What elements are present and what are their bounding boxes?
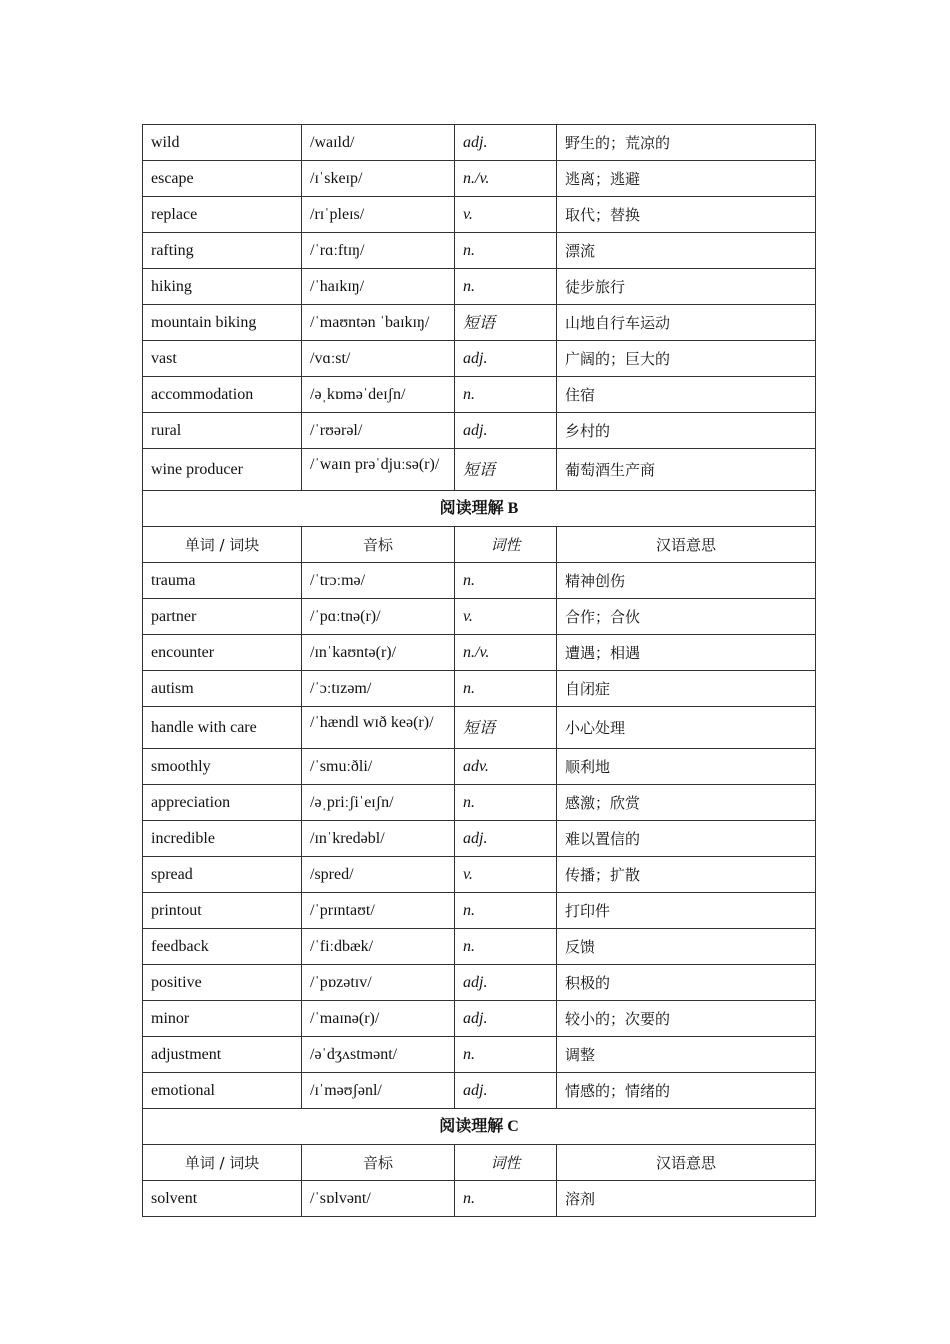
phonetic-cell: /ɪˈməʊʃənl/: [302, 1073, 455, 1109]
word-cell: minor: [143, 1001, 302, 1037]
phonetic-cell: /ˈprɪntaʊt/: [302, 893, 455, 929]
part-of-speech-cell: n.: [455, 671, 557, 707]
part-of-speech-cell: v.: [455, 197, 557, 233]
section-title-text: 阅读理解 B: [439, 499, 519, 517]
phonetic-cell: /vɑːst/: [302, 341, 455, 377]
meaning-cell: 较小的；次要的: [557, 1001, 816, 1037]
table-row: [143, 893, 816, 929]
word-cell: escape: [143, 161, 302, 197]
meaning-cell: 徒步旅行: [557, 269, 816, 305]
section-title-text: 阅读理解 C: [439, 1117, 519, 1135]
meaning-cell: 合作；合伙: [557, 599, 816, 635]
part-of-speech-cell: n./v.: [455, 161, 557, 197]
part-of-speech-cell: v.: [455, 599, 557, 635]
meaning-cell: 住宿: [557, 377, 816, 413]
part-of-speech-cell: adj.: [455, 821, 557, 857]
table-row: [143, 377, 816, 413]
part-of-speech-cell: adj.: [455, 1073, 557, 1109]
vocabulary-table-body: [143, 125, 816, 1217]
part-of-speech-cell: n./v.: [455, 635, 557, 671]
meaning-cell: 小心处理: [557, 707, 816, 749]
part-of-speech-cell: 短语: [455, 707, 557, 749]
part-of-speech-cell: adv.: [455, 749, 557, 785]
phonetic-cell: /ˈmaʊntən ˈbaɪkɪŋ/: [302, 305, 455, 341]
phonetic-cell: /əˌpriːʃiˈeɪʃn/: [302, 785, 455, 821]
table-row: [143, 1181, 816, 1217]
meaning-cell: 精神创伤: [557, 563, 816, 599]
section-title-row: [143, 491, 816, 527]
word-cell: adjustment: [143, 1037, 302, 1073]
word-cell: solvent: [143, 1181, 302, 1217]
meaning-cell: 山地自行车运动: [557, 305, 816, 341]
word-cell: rafting: [143, 233, 302, 269]
part-of-speech-cell: n.: [455, 929, 557, 965]
phonetic-cell: /ˈsɒlvənt/: [302, 1181, 455, 1217]
word-cell: feedback: [143, 929, 302, 965]
table-row: [143, 599, 816, 635]
word-cell: emotional: [143, 1073, 302, 1109]
part-of-speech-cell: adj.: [455, 341, 557, 377]
column-header-row: [143, 1145, 816, 1181]
phonetic-cell: /spred/: [302, 857, 455, 893]
phonetic-cell: /əˌkɒməˈdeɪʃn/: [302, 377, 455, 413]
table-row: [143, 1073, 816, 1109]
table-row: [143, 821, 816, 857]
part-of-speech-cell: adj.: [455, 1001, 557, 1037]
part-of-speech-cell: n.: [455, 785, 557, 821]
phonetic-cell: /ˈrʊərəl/: [302, 413, 455, 449]
table-row: [143, 161, 816, 197]
section-title: [143, 491, 816, 527]
section-title: [143, 1109, 816, 1145]
table-row: [143, 785, 816, 821]
word-cell: encounter: [143, 635, 302, 671]
part-of-speech-cell: n.: [455, 1181, 557, 1217]
part-of-speech-cell: adj.: [455, 413, 557, 449]
phonetic-cell: /ɪˈskeɪp/: [302, 161, 455, 197]
phonetic-cell: /waɪld/: [302, 125, 455, 161]
header-part-of-speech: 词性: [455, 527, 557, 563]
part-of-speech-cell: n.: [455, 377, 557, 413]
meaning-cell: 逃离；逃避: [557, 161, 816, 197]
phonetic-cell: /ɪnˈkredəbl/: [302, 821, 455, 857]
meaning-cell: 自闭症: [557, 671, 816, 707]
phonetic-cell: /ɪnˈkaʊntə(r)/: [302, 635, 455, 671]
meaning-cell: 难以置信的: [557, 821, 816, 857]
meaning-cell: 反馈: [557, 929, 816, 965]
header-word: 单词 / 词块: [143, 1145, 302, 1181]
table-row: [143, 929, 816, 965]
table-row: [143, 197, 816, 233]
part-of-speech-cell: adj.: [455, 125, 557, 161]
part-of-speech-cell: n.: [455, 269, 557, 305]
phonetic-cell: /ˈwaɪn prəˈdjuːsə(r)/: [302, 449, 455, 491]
word-cell: autism: [143, 671, 302, 707]
word-cell: printout: [143, 893, 302, 929]
header-phonetic: 音标: [302, 1145, 455, 1181]
part-of-speech-cell: n.: [455, 233, 557, 269]
meaning-cell: 情感的；情绪的: [557, 1073, 816, 1109]
table-row: [143, 413, 816, 449]
meaning-cell: 乡村的: [557, 413, 816, 449]
word-cell: appreciation: [143, 785, 302, 821]
word-cell: incredible: [143, 821, 302, 857]
table-row: [143, 1001, 816, 1037]
part-of-speech-cell: n.: [455, 563, 557, 599]
table-row: [143, 563, 816, 599]
meaning-cell: 漂流: [557, 233, 816, 269]
phonetic-cell: /rɪˈpleɪs/: [302, 197, 455, 233]
phonetic-cell: /ˈhændl wɪð keə(r)/: [302, 707, 455, 749]
meaning-cell: 溶剂: [557, 1181, 816, 1217]
word-cell: hiking: [143, 269, 302, 305]
word-cell: spread: [143, 857, 302, 893]
header-meaning: 汉语意思: [557, 527, 816, 563]
phonetic-cell: /ˈpɑːtnə(r)/: [302, 599, 455, 635]
meaning-cell: 打印件: [557, 893, 816, 929]
word-cell: wild: [143, 125, 302, 161]
phonetic-cell: /ˈmaɪnə(r)/: [302, 1001, 455, 1037]
header-phonetic: 音标: [302, 527, 455, 563]
phonetic-cell: /ˈrɑːftɪŋ/: [302, 233, 455, 269]
table-row: [143, 749, 816, 785]
table-row: [143, 707, 816, 749]
table-row: [143, 269, 816, 305]
table-row: [143, 125, 816, 161]
word-cell: handle with care: [143, 707, 302, 749]
table-row: [143, 341, 816, 377]
header-meaning: 汉语意思: [557, 1145, 816, 1181]
vocabulary-table: [142, 124, 816, 1217]
meaning-cell: 广阔的；巨大的: [557, 341, 816, 377]
table-row: [143, 449, 816, 491]
part-of-speech-cell: v.: [455, 857, 557, 893]
word-cell: partner: [143, 599, 302, 635]
word-cell: accommodation: [143, 377, 302, 413]
meaning-cell: 调整: [557, 1037, 816, 1073]
part-of-speech-cell: 短语: [455, 305, 557, 341]
word-cell: rural: [143, 413, 302, 449]
meaning-cell: 取代；替换: [557, 197, 816, 233]
meaning-cell: 野生的；荒凉的: [557, 125, 816, 161]
word-cell: vast: [143, 341, 302, 377]
table-row: [143, 233, 816, 269]
phonetic-cell: /əˈdʒʌstmənt/: [302, 1037, 455, 1073]
part-of-speech-cell: 短语: [455, 449, 557, 491]
word-cell: positive: [143, 965, 302, 1001]
word-cell: trauma: [143, 563, 302, 599]
header-word: 单词 / 词块: [143, 527, 302, 563]
phonetic-cell: /ˈpɒzətɪv/: [302, 965, 455, 1001]
column-header-row: [143, 527, 816, 563]
table-row: [143, 671, 816, 707]
table-row: [143, 305, 816, 341]
meaning-cell: 感激；欣赏: [557, 785, 816, 821]
meaning-cell: 积极的: [557, 965, 816, 1001]
meaning-cell: 遭遇；相遇: [557, 635, 816, 671]
meaning-cell: 顺利地: [557, 749, 816, 785]
part-of-speech-cell: n.: [455, 893, 557, 929]
phonetic-cell: /ˈfiːdbæk/: [302, 929, 455, 965]
phonetic-cell: /ˈsmuːðli/: [302, 749, 455, 785]
table-row: [143, 635, 816, 671]
section-title-row: [143, 1109, 816, 1145]
phonetic-cell: /ˈtrɔːmə/: [302, 563, 455, 599]
part-of-speech-cell: n.: [455, 1037, 557, 1073]
word-cell: smoothly: [143, 749, 302, 785]
header-part-of-speech: 词性: [455, 1145, 557, 1181]
phonetic-cell: /ˈhaɪkɪŋ/: [302, 269, 455, 305]
word-cell: mountain biking: [143, 305, 302, 341]
table-row: [143, 1037, 816, 1073]
table-row: [143, 857, 816, 893]
table-row: [143, 965, 816, 1001]
phonetic-cell: /ˈɔːtɪzəm/: [302, 671, 455, 707]
part-of-speech-cell: adj.: [455, 965, 557, 1001]
meaning-cell: 传播；扩散: [557, 857, 816, 893]
meaning-cell: 葡萄酒生产商: [557, 449, 816, 491]
word-cell: replace: [143, 197, 302, 233]
word-cell: wine producer: [143, 449, 302, 491]
